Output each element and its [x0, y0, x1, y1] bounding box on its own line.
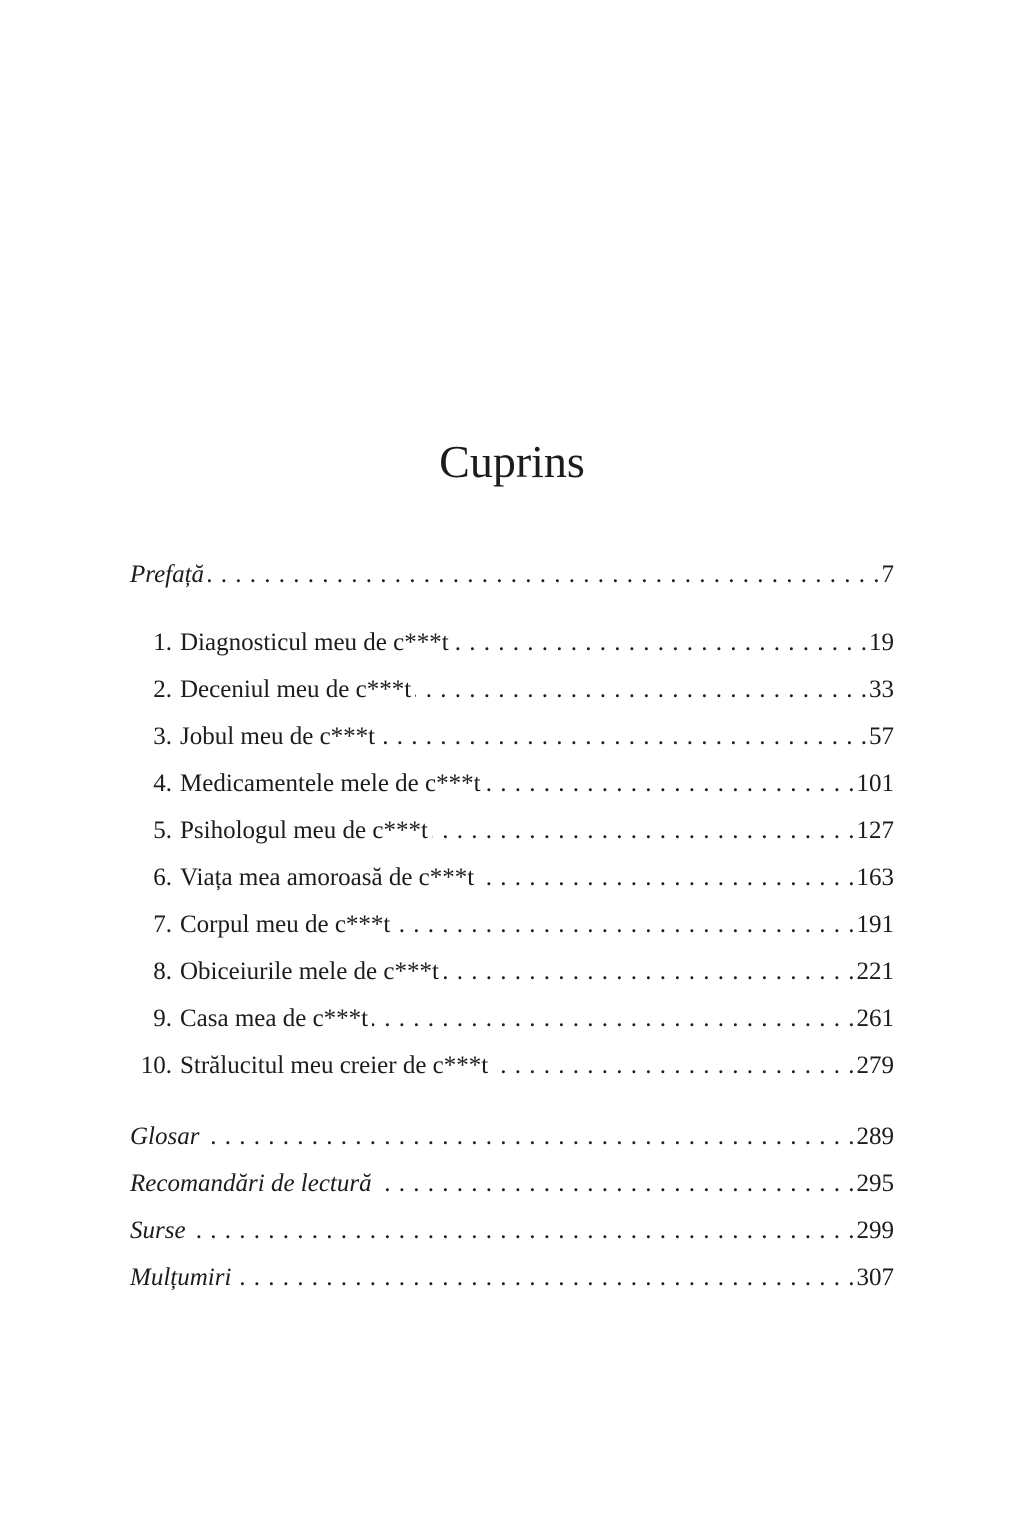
- toc-entry-label: Recomandări de lectură: [130, 1170, 372, 1197]
- toc-entry-chapter: [130, 767, 894, 801]
- chapter-number: 5.: [153, 817, 172, 844]
- toc-entry-page: 289: [856, 1123, 894, 1150]
- toc-entry-page: 261: [856, 1005, 894, 1032]
- toc-entry-preface: [130, 558, 894, 592]
- chapter-number: 10.: [140, 1052, 172, 1079]
- chapter-number: 7.: [153, 911, 172, 938]
- toc-entry-page: 101: [856, 770, 894, 797]
- toc-entry-label: Prefață: [130, 561, 205, 588]
- toc-entry-label: Diagnosticul meu de c***t: [180, 629, 449, 656]
- toc-entry-glossary: [130, 1120, 894, 1154]
- toc-entry-label: Medicamentele mele de c***t: [180, 770, 481, 797]
- toc-entry-page: 19: [869, 629, 894, 656]
- dot-leader: [432, 814, 855, 848]
- toc-entry-label: Corpul meu de c***t: [180, 911, 391, 938]
- toc-entry-chapter: [130, 861, 894, 895]
- toc-entry-chapter: [130, 626, 894, 660]
- toc-entry-acknowledgements: [130, 1261, 894, 1295]
- toc-entry-chapter: [130, 814, 894, 848]
- dot-leader: [492, 1049, 854, 1083]
- dot-leader: [208, 558, 879, 592]
- toc-entry-sources: [130, 1214, 894, 1248]
- dot-leader: [485, 767, 855, 801]
- toc-entry-label: Viața mea amoroasă de c***t: [180, 864, 475, 891]
- toc-entry-label: Mulțumiri: [130, 1264, 232, 1291]
- chapter-number: 3.: [153, 723, 172, 750]
- toc-entry-page: 279: [856, 1052, 894, 1079]
- toc-entry-page: 163: [856, 864, 894, 891]
- toc-entry-chapter: [130, 908, 894, 942]
- chapter-number: 8.: [153, 958, 172, 985]
- dot-leader: [379, 720, 867, 754]
- toc-entry-page: 33: [869, 676, 894, 703]
- chapter-number: 1.: [153, 629, 172, 656]
- toc-entry-page: 127: [856, 817, 894, 844]
- toc-entry-reading: [130, 1167, 894, 1201]
- toc-entry-page: 7: [881, 561, 894, 588]
- dot-leader: [190, 1214, 855, 1248]
- toc-entry-label: Obiceiurile mele de c***t: [180, 958, 439, 985]
- dot-leader: [376, 1167, 855, 1201]
- dot-leader: [415, 673, 867, 707]
- dot-leader: [203, 1120, 854, 1154]
- toc-entry-chapter: [130, 673, 894, 707]
- toc-entry-label: Strălucitul meu creier de c***t: [180, 1052, 489, 1079]
- toc-entry-label: Surse: [130, 1217, 186, 1244]
- toc-entry-label: Deceniul meu de c***t: [180, 676, 412, 703]
- dot-leader: [453, 626, 867, 660]
- toc-entry-label: Casa mea de c***t: [180, 1005, 369, 1032]
- dot-leader: [372, 1002, 854, 1036]
- dot-leader: [478, 861, 854, 895]
- toc-entry-chapter: [130, 1049, 894, 1083]
- chapter-number: 9.: [153, 1005, 172, 1032]
- toc-entry-chapter: [130, 1002, 894, 1036]
- toc-entry-label: Glosar: [130, 1123, 200, 1150]
- page-title: Cuprins: [439, 436, 585, 487]
- toc-entry-page: 57: [869, 723, 894, 750]
- toc-entry-page: 191: [856, 911, 894, 938]
- dot-leader: [443, 955, 855, 989]
- chapter-number: 6.: [153, 864, 172, 891]
- chapter-number: 4.: [153, 770, 172, 797]
- toc-entry-page: 295: [856, 1170, 894, 1197]
- dot-leader: [394, 908, 854, 942]
- toc-entry-label: Psihologul meu de c***t: [180, 817, 428, 844]
- toc-entry-page: 299: [856, 1217, 894, 1244]
- toc-entry-chapter: [130, 720, 894, 754]
- chapter-number: 2.: [153, 676, 172, 703]
- toc-entry-label: Jobul meu de c***t: [180, 723, 376, 750]
- dot-leader: [235, 1261, 854, 1295]
- toc-entry-page: 307: [856, 1264, 894, 1291]
- toc-entry-page: 221: [856, 958, 894, 985]
- toc-entry-chapter: [130, 955, 894, 989]
